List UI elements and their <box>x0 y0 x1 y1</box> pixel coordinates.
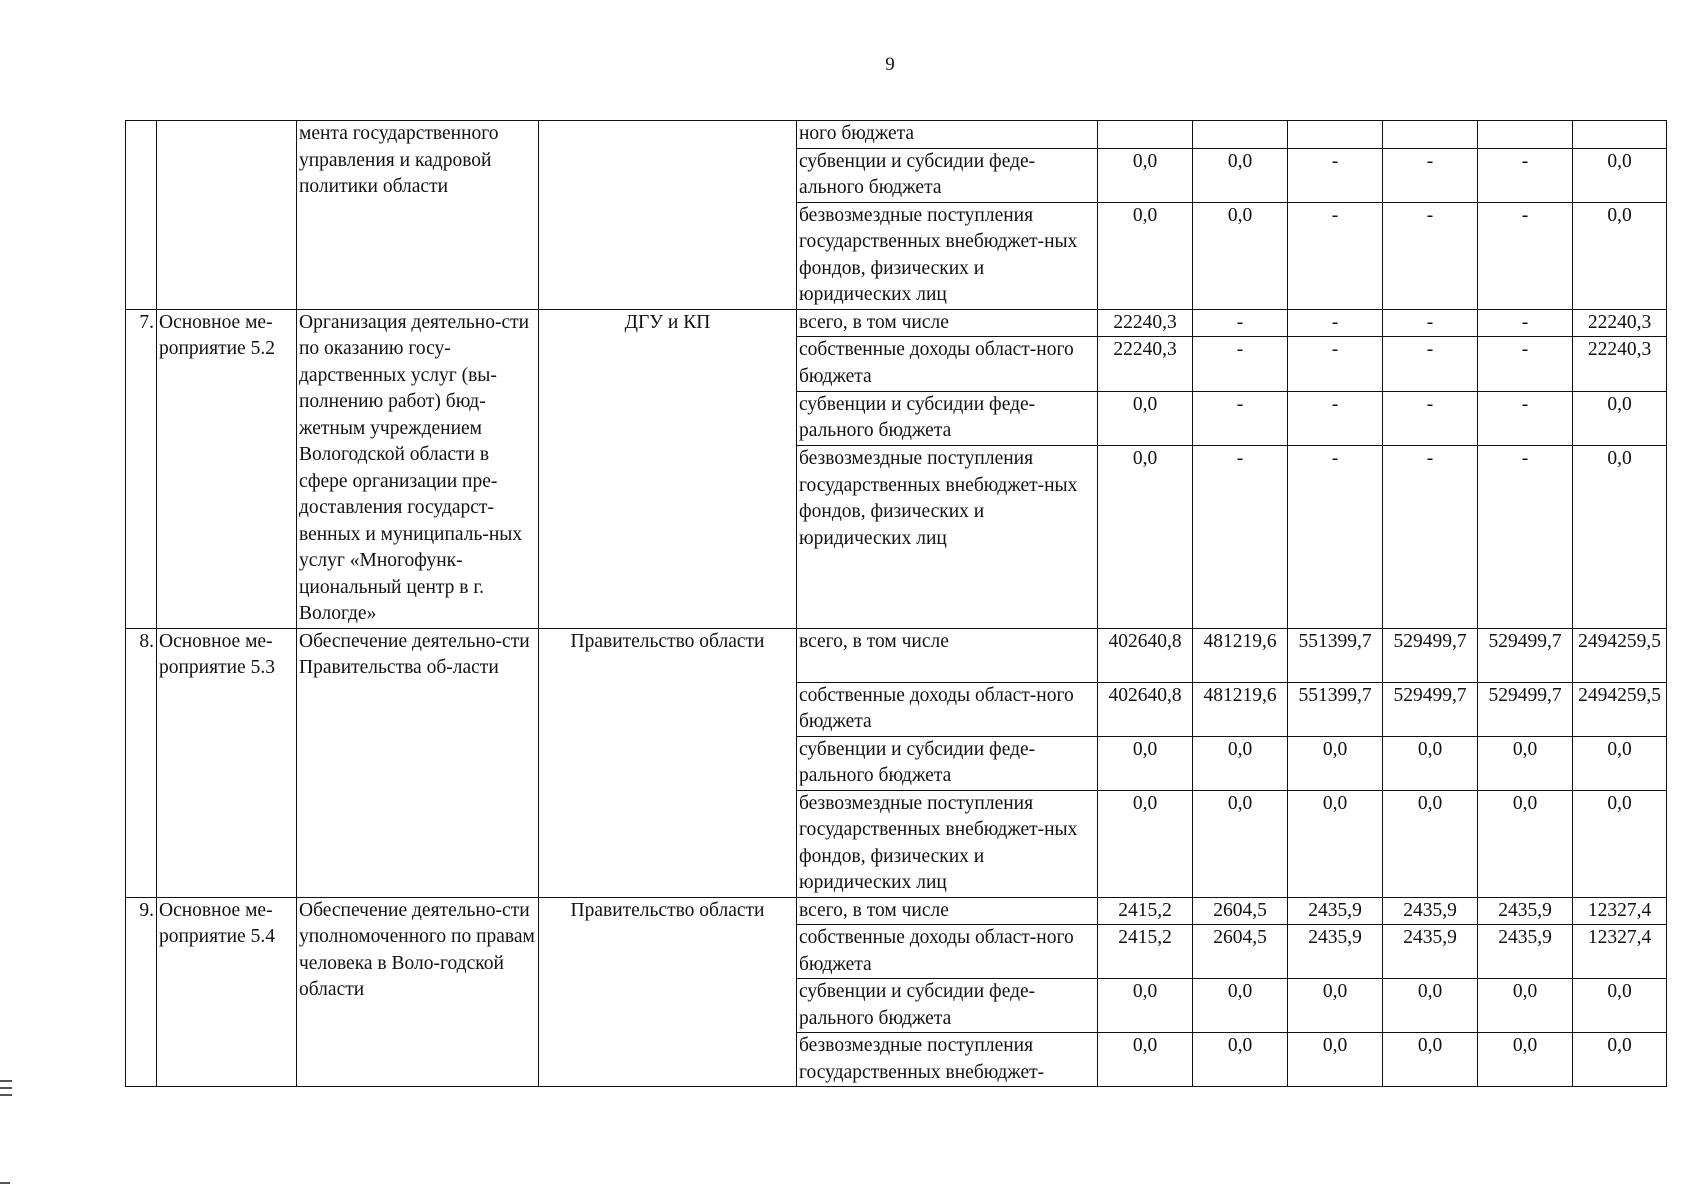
value-cell: - <box>1478 337 1573 392</box>
value-cell: 0,0 <box>1573 202 1667 309</box>
value-cell: 0,0 <box>1098 1033 1193 1087</box>
value-cell: 2435,9 <box>1288 897 1383 925</box>
value-cell: - <box>1288 446 1383 628</box>
value-cell: 0,0 <box>1573 790 1667 897</box>
value-cell: - <box>1193 446 1288 628</box>
value-cell: - <box>1288 148 1383 202</box>
value-cell <box>1098 121 1193 149</box>
executor-cell <box>539 121 797 310</box>
value-cell: 2604,5 <box>1193 897 1288 925</box>
value-cell: 529499,7 <box>1383 628 1478 682</box>
margin-tick <box>0 1182 10 1184</box>
funding-source-cell: безвозмездные поступления государственных внебюджет-ных фондов, физических и юридических лиц <box>797 446 1098 628</box>
funding-source-cell: безвозмездные поступления государственных внебюджет- <box>797 1033 1098 1087</box>
value-cell: 0,0 <box>1098 446 1193 628</box>
value-cell: - <box>1478 446 1573 628</box>
value-cell: 529499,7 <box>1383 682 1478 736</box>
value-cell: - <box>1193 391 1288 446</box>
funding-source-cell: ного бюджета <box>797 121 1098 149</box>
value-cell: 0,0 <box>1383 1033 1478 1087</box>
value-cell: 22240,3 <box>1573 309 1667 337</box>
value-cell: 0,0 <box>1098 736 1193 790</box>
value-cell: - <box>1383 391 1478 446</box>
value-cell: 0,0 <box>1383 736 1478 790</box>
value-cell: 2604,5 <box>1193 925 1288 979</box>
value-cell: 22240,3 <box>1098 309 1193 337</box>
value-cell: 402640,8 <box>1098 682 1193 736</box>
value-cell: 22240,3 <box>1098 337 1193 392</box>
value-cell: 0,0 <box>1478 736 1573 790</box>
value-cell: 2494259,5 <box>1573 628 1667 682</box>
executor-cell: Правительство области <box>539 897 797 1087</box>
value-cell: - <box>1478 148 1573 202</box>
value-cell: - <box>1383 309 1478 337</box>
value-cell: - <box>1478 309 1573 337</box>
value-cell: 2435,9 <box>1383 925 1478 979</box>
value-cell: 0,0 <box>1193 1033 1288 1087</box>
value-cell: - <box>1193 309 1288 337</box>
table-row <box>126 628 1667 682</box>
value-cell: - <box>1288 202 1383 309</box>
value-cell: 0,0 <box>1573 446 1667 628</box>
value-cell: 2435,9 <box>1478 925 1573 979</box>
value-cell <box>1193 121 1288 149</box>
executor-cell: Правительство области <box>539 628 797 897</box>
measure-name-cell: мента государственного управления и кадровой политики области <box>297 121 539 310</box>
value-cell: - <box>1288 309 1383 337</box>
funding-source-cell: субвенции и субсидии феде-рального бюджета <box>797 391 1098 446</box>
executor-cell: ДГУ и КП <box>539 309 797 628</box>
table-row <box>126 121 1667 149</box>
measure-name-cell: Обеспечение деятельно-сти Правительства об-ласти <box>297 628 539 897</box>
value-cell: 0,0 <box>1478 1033 1573 1087</box>
measure-name-cell: Обеспечение деятельно-сти уполномоченного по правам человека в Воло-годской области <box>297 897 539 1087</box>
budget-table <box>125 120 1667 1087</box>
value-cell: 2435,9 <box>1478 897 1573 925</box>
funding-source-cell: собственные доходы област-ного бюджета <box>797 337 1098 392</box>
value-cell: 2415,2 <box>1098 925 1193 979</box>
value-cell: 0,0 <box>1098 202 1193 309</box>
value-cell: - <box>1478 391 1573 446</box>
value-cell <box>1573 121 1667 149</box>
measure-cell <box>157 121 297 310</box>
value-cell: 0,0 <box>1573 391 1667 446</box>
measure-cell: Основное ме-роприятие 5.4 <box>157 897 297 1087</box>
value-cell: - <box>1383 148 1478 202</box>
value-cell: - <box>1383 202 1478 309</box>
table-row <box>126 309 1667 337</box>
value-cell: 0,0 <box>1193 736 1288 790</box>
value-cell: 0,0 <box>1288 736 1383 790</box>
value-cell: 0,0 <box>1098 790 1193 897</box>
row-number: 8. <box>126 628 157 897</box>
value-cell: 0,0 <box>1098 391 1193 446</box>
funding-source-cell: собственные доходы област-ного бюджета <box>797 925 1098 979</box>
value-cell: 12327,4 <box>1573 925 1667 979</box>
page-number: 9 <box>885 54 895 75</box>
value-cell: - <box>1383 337 1478 392</box>
funding-source-cell: безвозмездные поступления государственных внебюджет-ных фондов, физических и юридических лиц <box>797 202 1098 309</box>
value-cell: 0,0 <box>1098 979 1193 1033</box>
value-cell <box>1383 121 1478 149</box>
funding-source-cell: собственные доходы област-ного бюджета <box>797 682 1098 736</box>
funding-source-cell: безвозмездные поступления государственных внебюджет-ных фондов, физических и юридических лиц <box>797 790 1098 897</box>
value-cell: 0,0 <box>1478 790 1573 897</box>
value-cell: 22240,3 <box>1573 337 1667 392</box>
value-cell: 2494259,5 <box>1573 682 1667 736</box>
measure-cell: Основное ме-роприятие 5.3 <box>157 628 297 897</box>
value-cell: 529499,7 <box>1478 628 1573 682</box>
value-cell: 2415,2 <box>1098 897 1193 925</box>
value-cell: 0,0 <box>1288 1033 1383 1087</box>
row-number: 7. <box>126 309 157 628</box>
row-number <box>126 121 157 310</box>
value-cell: - <box>1193 337 1288 392</box>
margin-marks <box>0 1080 12 1101</box>
value-cell: 0,0 <box>1383 790 1478 897</box>
funding-source-cell: всего, в том числе <box>797 897 1098 925</box>
value-cell: - <box>1288 391 1383 446</box>
value-cell: - <box>1478 202 1573 309</box>
value-cell: 0,0 <box>1383 979 1478 1033</box>
value-cell: 0,0 <box>1478 979 1573 1033</box>
value-cell: 402640,8 <box>1098 628 1193 682</box>
value-cell: 0,0 <box>1098 148 1193 202</box>
row-number: 9. <box>126 897 157 1087</box>
value-cell: 0,0 <box>1193 790 1288 897</box>
measure-name-cell: Организация деятельно-сти по оказанию госу-дарственных услуг (вы-полнению работ) бюд-жетным учреждением Вологодской области в сфере организации пре-доставления государст-венных и муниципаль-ных услуг «Многофунк-циональный центр в г. Вологде» <box>297 309 539 628</box>
funding-source-cell: субвенции и субсидии феде-рального бюджета <box>797 736 1098 790</box>
value-cell: - <box>1288 337 1383 392</box>
value-cell: 2435,9 <box>1288 925 1383 979</box>
value-cell: 551399,7 <box>1288 628 1383 682</box>
value-cell: 0,0 <box>1288 979 1383 1033</box>
value-cell <box>1288 121 1383 149</box>
value-cell: 0,0 <box>1573 979 1667 1033</box>
funding-source-cell: всего, в том числе <box>797 309 1098 337</box>
value-cell: 0,0 <box>1573 736 1667 790</box>
value-cell: 481219,6 <box>1193 628 1288 682</box>
measure-cell: Основное ме-роприятие 5.2 <box>157 309 297 628</box>
value-cell <box>1478 121 1573 149</box>
value-cell: 551399,7 <box>1288 682 1383 736</box>
funding-source-cell: всего, в том числе <box>797 628 1098 682</box>
value-cell: 481219,6 <box>1193 682 1288 736</box>
value-cell: 2435,9 <box>1383 897 1478 925</box>
table-row <box>126 897 1667 925</box>
funding-source-cell: субвенции и субсидии феде-ального бюджета <box>797 148 1098 202</box>
value-cell: 0,0 <box>1573 148 1667 202</box>
value-cell: 0,0 <box>1573 1033 1667 1087</box>
funding-source-cell: субвенции и субсидии феде-рального бюджета <box>797 979 1098 1033</box>
value-cell: 12327,4 <box>1573 897 1667 925</box>
value-cell: 0,0 <box>1193 979 1288 1033</box>
value-cell: 0,0 <box>1193 202 1288 309</box>
value-cell: - <box>1383 446 1478 628</box>
value-cell: 0,0 <box>1288 790 1383 897</box>
value-cell: 529499,7 <box>1478 682 1573 736</box>
value-cell: 0,0 <box>1193 148 1288 202</box>
